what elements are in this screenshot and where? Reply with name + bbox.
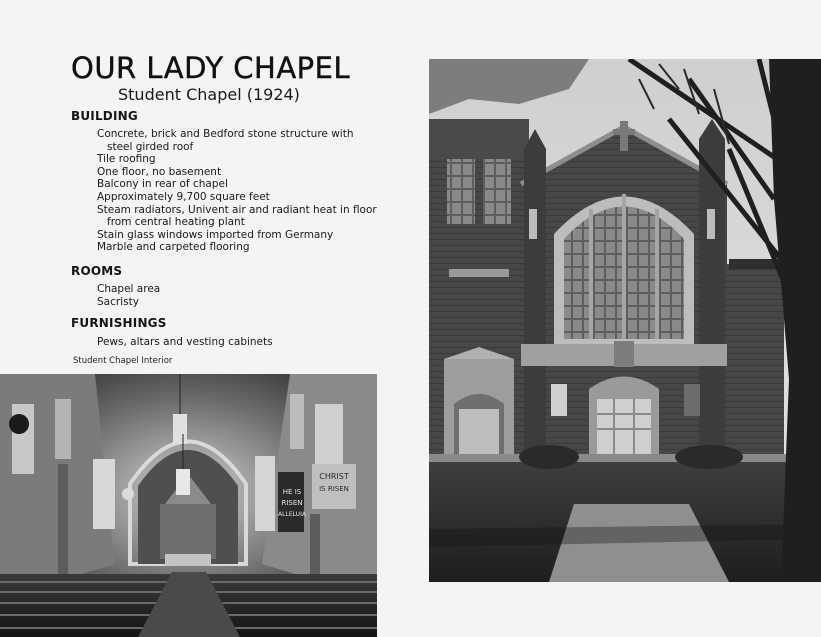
page-subtitle: Student Chapel (1924)	[118, 85, 300, 104]
rooms-heading: ROOMS	[71, 264, 123, 278]
list-item: Stain glass windows imported from Germany	[97, 228, 334, 241]
list-item: Balcony in rear of chapel	[97, 178, 228, 191]
banner-text: CHRIST	[319, 472, 349, 481]
chapel-exterior-photo	[429, 59, 821, 582]
banner-text: ALLELUIA	[278, 511, 306, 518]
chapel-interior-photo	[0, 374, 377, 637]
list-item: Steam radiators, Univent air and radiant heat in floor from central heating plant	[97, 203, 377, 229]
list-item: Tile roofing	[97, 153, 156, 166]
banner-text: HE IS	[282, 488, 302, 496]
list-item: Concrete, brick and Bedford stone structure with steel girded roof	[97, 128, 354, 153]
interior-photo-caption: Student Chapel Interior	[73, 356, 173, 366]
banner-text: RISEN	[281, 499, 303, 507]
banner-text: IS RISEN	[319, 485, 349, 493]
list-item: Chapel area	[97, 283, 161, 295]
furnishings-list	[97, 336, 379, 349]
list-item: One floor, no basement	[97, 165, 222, 178]
list-item: Marble and carpeted flooring	[97, 241, 250, 254]
list-item: Approximately 9,700 square feet	[97, 190, 270, 203]
list-item: Sacristy	[97, 295, 139, 308]
building-list	[97, 128, 379, 254]
building-heading: BUILDING	[71, 109, 138, 123]
page-title: OUR LADY CHAPEL	[71, 51, 351, 85]
furnishings-heading: FURNISHINGS	[71, 316, 167, 330]
list-item: Pews, altars and vesting cabinets	[97, 336, 273, 348]
rooms-list	[97, 283, 379, 308]
